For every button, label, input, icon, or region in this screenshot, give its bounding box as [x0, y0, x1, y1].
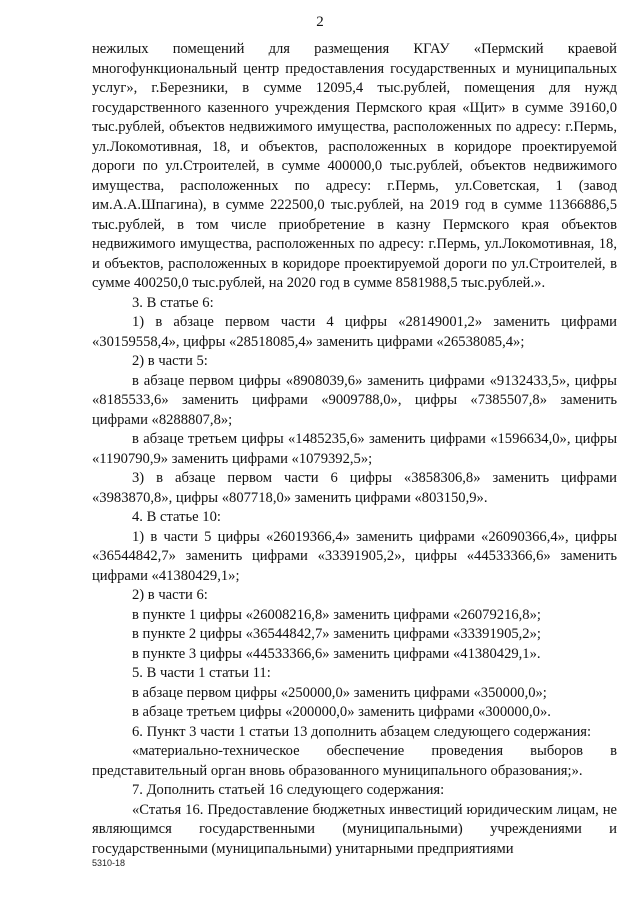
- item-4-2-point-1: в пункте 1 цифры «26008216,8» заменить цифрами «26079216,8»;: [132, 606, 541, 623]
- document-body: [92, 40, 617, 859]
- item-5-third: в абзаце третьем цифры «200000,0» заменить цифрами «300000,0».: [132, 704, 551, 720]
- item-7: 7. Дополнить статьей 16 следующего содержания:: [132, 782, 445, 798]
- item-5-first: в абзаце первом цифры «250000,0» заменить цифрами «350000,0»;: [132, 684, 547, 701]
- page-number: 2: [316, 14, 324, 30]
- item-3-2-first: в абзаце первом цифры «8908039,6» заменить цифрами «9132433,5», цифры «8185533,6» заменить цифрами «9009788,0», цифры «7385507,8» заменить цифрами «8288807,8»;: [92, 372, 617, 428]
- item-3-2-heading: 2) в части 5:: [132, 353, 208, 369]
- paragraph-continuation: нежилых помещений для размещения КГАУ «Пермский краевой многофункциональный центр предоставления государственных и муниципальных услуг», г.Березники, в сумме 12095,4 тыс.рублей, помещения для нужд государственного казенного учреждения Пермского края «Щит» в сумме 39160,0 тыс.рублей, объектов недвижимого имущества, расположенных по адресу: г.Пермь, ул.Локомотивная, 18, и объектов, расположенных в коридоре проектируемой дороги по ул.Строителей, в сумме 400000,0 тыс.рублей, объектов недвижимого имущества, расположенных по адресу: г.Пермь, ул.Советская, 1 (завод им.А.А.Шпагина), в сумме 222500,0 тыс.рублей, на 2019 год в сумме 11366886,5 тыс.рублей, в том числе приобретение в казну Пермского края объектов недвижимого имущества, расположенных по адресу: г.Пермь, ул.Локомотивная, 18, и объектов, расположенных в коридоре проектируемой дороги по ул.Строителей, в сумме 400250,0 тыс.рублей, на 2020 год в сумме 8581988,5 тыс.рублей.».: [92, 41, 617, 291]
- item-3-1: 1) в абзаце первом части 4 цифры «28149001,2» заменить цифрами «30159558,4», цифры «28518085,4» заменить цифрами «26538085,4»;: [92, 314, 617, 350]
- item-4-2-heading: 2) в части 6:: [132, 587, 208, 603]
- item-6-quote: «материально-техническое обеспечение проведения выборов в представительный орган вновь образованного муниципального образования;».: [92, 743, 617, 779]
- item-6: 6. Пункт 3 части 1 статьи 13 дополнить абзацем следующего содержания:: [132, 723, 592, 740]
- item-4-2-point-2: в пункте 2 цифры «36544842,7» заменить цифрами «33391905,2»;: [132, 626, 541, 642]
- item-5-heading: 5. В части 1 статьи 11:: [132, 665, 271, 681]
- article-16-heading: «Статья 16. Предоставление бюджетных инвестиций юридическим лицам, не являющимся государственными (муниципальными) учреждениями и государственными (муниципальными) унитарными предприятиями: [92, 801, 617, 857]
- item-3-heading: 3. В статье 6:: [132, 294, 214, 311]
- item-4-1: 1) в части 5 цифры «26019366,4» заменить цифрами «26090366,4», цифры «36544842,7» заменить цифрами «33391905,2», цифры «44533366,6» заменить цифрами «41380429,1»;: [92, 528, 617, 584]
- item-4-2-point-3: в пункте 3 цифры «44533366,6» заменить цифрами «41380429,1».: [132, 645, 541, 662]
- item-3-2-third: в абзаце третьем цифры «1485235,6» заменить цифрами «1596634,0», цифры «1190790,9» заменить цифрами «1079392,5»;: [92, 431, 617, 467]
- item-4-heading: 4. В статье 10:: [132, 509, 221, 525]
- item-3-3: 3) в абзаце первом части 6 цифры «3858306,8» заменить цифрами «3983870,8», цифры «807718,0» заменить цифрами «803150,9».: [92, 470, 617, 506]
- footer-code: 5310-18: [92, 858, 126, 868]
